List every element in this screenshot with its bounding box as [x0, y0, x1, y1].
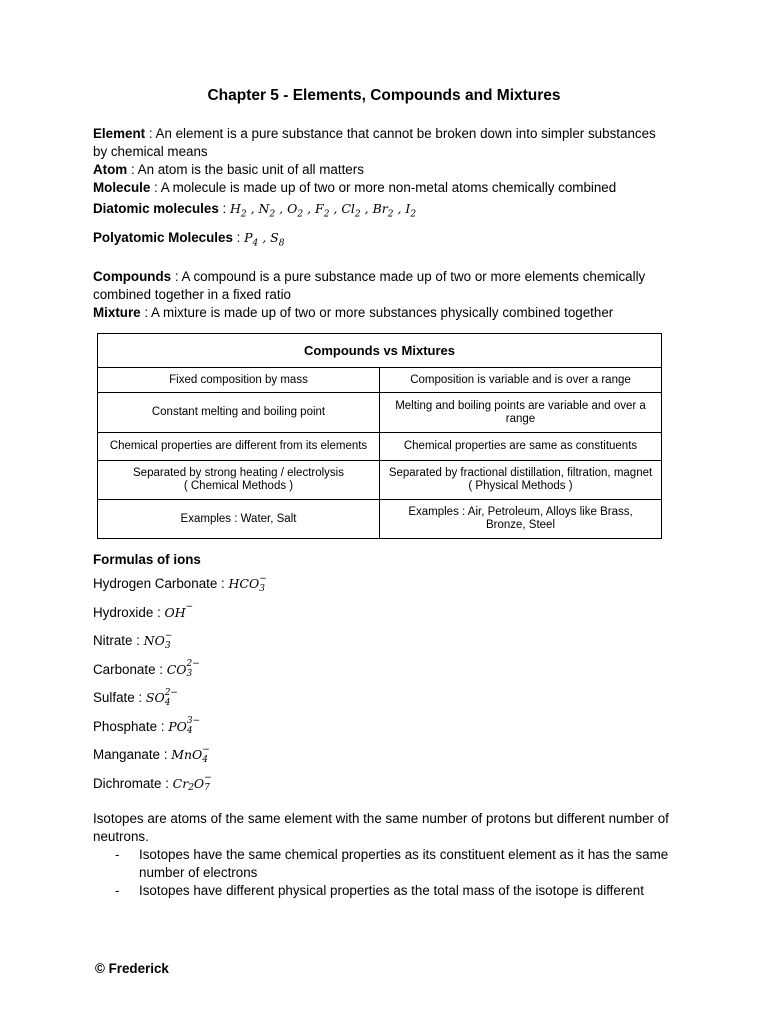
diatomic-formula-base: I — [405, 201, 411, 216]
table-row — [98, 368, 662, 393]
ion-formula-script — [187, 659, 200, 679]
mixtures-cell: Chemical properties are same as constituents — [380, 433, 662, 461]
diatomic-formula-subscript: 2 — [323, 209, 330, 220]
definition-atom — [93, 161, 663, 179]
ion-charge: − — [259, 573, 267, 584]
compounds-cell: Examples : Water, Salt — [98, 500, 380, 539]
ion-name: Phosphate — [93, 718, 158, 734]
definitions-section — [93, 125, 663, 322]
diatomic-formula-list: $H_2$ , $N_2$ , $O_2$ , $F_2$ , $Cl_2$ , $Br_2$ , $I_2$ — [229, 201, 417, 220]
ion-formula — [166, 659, 200, 679]
ion-formula-base: OH — [164, 604, 186, 620]
ion-row: Manganate : MnO − 4 — [93, 744, 210, 765]
ion-charge: − — [164, 630, 173, 641]
diatomic-formula-base: F — [315, 201, 324, 216]
ion-formula-base: CO — [166, 661, 187, 677]
diatomic-formula-base: Cl — [341, 201, 355, 216]
ion-name: Dichromate — [93, 775, 162, 791]
ion-formula — [143, 630, 173, 651]
polyatomic-formula-list: $P_4$ , $S_8$ — [244, 229, 285, 248]
diatomic-formula — [405, 201, 417, 220]
isotopes-intro: Isotopes are atoms of the same element with the same number of protons but different number of neutrons. — [93, 811, 669, 844]
ion-formula-base: HCO — [228, 576, 260, 591]
table-body — [98, 368, 662, 539]
diatomic-separator: : — [218, 201, 230, 216]
diatomic-formula — [258, 201, 276, 220]
definition-element-text: : An element is a pure substance that cannot be broken down into simpler substances by chemical means — [93, 126, 656, 159]
ion-formula-base: Cr — [172, 775, 189, 791]
polyatomic-formula-base: S — [270, 229, 279, 245]
isotopes-bullet-list — [93, 846, 693, 900]
term-element: Element — [93, 126, 146, 141]
ion-subscript: 2 — [188, 783, 194, 793]
ion-list — [93, 573, 693, 801]
ion-formula — [171, 744, 210, 765]
ion-formula-base: SO — [145, 690, 165, 705]
term-molecule: Molecule — [93, 180, 151, 195]
bullet-dash: - — [115, 847, 120, 862]
isotope-bullet — [93, 882, 693, 900]
ion-subscript: 4 — [186, 726, 193, 736]
ion-formula — [168, 716, 201, 736]
ion-row: Nitrate : NO − 3 — [93, 630, 173, 651]
definition-polyatomic — [93, 227, 663, 255]
definition-element — [93, 125, 663, 161]
ion-formula-script — [204, 773, 212, 793]
definition-diatomic — [93, 197, 663, 227]
diatomic-formula-subscript: 2 — [410, 209, 417, 220]
polyatomic-formula — [270, 229, 285, 248]
ion-subscript: 4 — [202, 754, 209, 765]
table-row — [98, 500, 662, 539]
bullet-text: Isotopes have different physical properties as the total mass of the isotope is different — [139, 883, 644, 898]
ion-formula-script — [259, 574, 267, 594]
ions-section — [93, 551, 693, 801]
definition-mixture-text: : A mixture is made up of two or more substances physically combined together — [140, 305, 614, 320]
ion-charge: − — [185, 602, 194, 612]
ion-subscript — [186, 612, 194, 622]
ion-formula — [145, 687, 178, 708]
ion-subscript: 4 — [164, 697, 171, 708]
term-atom: Atom — [93, 162, 128, 177]
term-mixture: Mixture — [93, 305, 141, 320]
polyatomic-formula — [244, 229, 259, 248]
term-diatomic: Diatomic molecules — [93, 201, 219, 216]
isotopes-section — [93, 810, 693, 900]
diatomic-formula — [229, 201, 247, 220]
ion-charge: − — [204, 773, 212, 783]
ion-name: Hydrogen Carbonate — [93, 576, 218, 591]
mixtures-cell: Separated by fractional distillation, filtration, magnet ( Physical Methods ) — [380, 461, 662, 500]
ion-formula-script — [202, 745, 210, 765]
ion-name: Hydroxide — [93, 604, 154, 620]
definition-mixture — [93, 304, 663, 322]
ion-formula-script — [165, 631, 173, 651]
ion-formula-script — [165, 688, 178, 708]
ion-formula — [172, 773, 212, 793]
diatomic-formula-subscript: 2 — [240, 209, 247, 220]
ion-formula-base: MnO — [171, 747, 203, 762]
ion-row: Hydrogen Carbonate : HCO − 3 — [93, 573, 267, 594]
ion-row: Carbonate : CO 2− 3 — [93, 659, 200, 679]
mixtures-cell: Composition is variable and is over a range — [380, 368, 662, 393]
ion-row: Sulfate : SO 2− 4 — [93, 687, 178, 708]
mixtures-cell: Examples : Air, Petroleum, Alloys like Brass, Bronze, Steel — [380, 500, 662, 539]
compounds-cell: Constant melting and boiling point — [98, 393, 380, 433]
ion-subscript: 3 — [259, 583, 265, 594]
polyatomic-formula-base: P — [244, 229, 253, 245]
ion-formula-base: NO — [143, 633, 165, 648]
table-row — [98, 433, 662, 461]
compounds-cell: Separated by strong heating / electrolysis ( Chemical Methods ) — [98, 461, 380, 500]
diatomic-formula-subscript: 2 — [269, 209, 276, 220]
bullet-dash: - — [115, 883, 120, 898]
ion-formula-script — [187, 716, 200, 736]
diatomic-formula-subscript: 2 — [354, 209, 361, 220]
ion-charge: − — [202, 744, 210, 755]
mixtures-cell: Melting and boiling points are variable and over a range — [380, 393, 662, 433]
definition-molecule-text: : A molecule is made up of two or more non-metal atoms chemically combined — [150, 180, 617, 195]
ion-name: Carbonate — [93, 661, 156, 677]
definition-compounds — [93, 268, 663, 304]
ion-row: Hydroxide : OH − — [93, 602, 693, 631]
ion-formula — [164, 602, 194, 620]
ions-heading: Formulas of ions — [93, 552, 201, 567]
ion-subscript: 3 — [164, 640, 171, 651]
ion-name: Nitrate — [93, 633, 133, 648]
compounds-cell: Chemical properties are different from its elements — [98, 433, 380, 461]
polyatomic-separator: : — [232, 229, 245, 245]
definition-molecule — [93, 179, 663, 197]
table-row — [98, 461, 662, 500]
isotope-bullet — [93, 846, 693, 882]
diatomic-formula-base: Br — [372, 201, 388, 216]
polyatomic-formula-subscript: 4 — [252, 238, 259, 248]
ion-row: Dichromate : Cr 2 O − 7 — [93, 773, 212, 793]
page-title: Chapter 5 - Elements, Compounds and Mixtures — [207, 87, 561, 104]
diatomic-formula — [287, 201, 304, 220]
diatomic-formula-base: N — [258, 201, 270, 216]
definition-compounds-text: : A compound is a pure substance made up of two or more elements chemically combined together in a fixed ratio — [93, 269, 646, 302]
ion-name: Manganate — [93, 747, 161, 762]
diatomic-formula — [372, 201, 394, 220]
ion-charge: 2− — [186, 659, 200, 669]
footer-credit: © Frederick — [95, 961, 169, 976]
diatomic-formula-subscript: 2 — [387, 209, 394, 220]
comparison-table — [97, 333, 662, 539]
ion-formula — [228, 573, 267, 594]
ion-formula-base: PO — [168, 718, 187, 734]
table-header: Compounds vs Mixtures — [98, 334, 662, 368]
term-polyatomic: Polyatomic Molecules — [93, 229, 233, 245]
diatomic-formula-base: O — [287, 201, 298, 216]
ion-subscript: 7 — [204, 783, 210, 793]
diatomic-formula — [315, 201, 330, 220]
diatomic-formula — [341, 201, 361, 220]
ion-formula-script — [186, 602, 194, 622]
term-compounds: Compounds — [93, 269, 172, 284]
definition-atom-text: : An atom is the basic unit of all matters — [127, 162, 364, 177]
ion-charge: 3− — [186, 716, 201, 726]
bullet-text: Isotopes have the same chemical properties as its constituent element as it has the same number of electrons — [139, 847, 669, 880]
ion-charge: 2− — [164, 687, 178, 698]
ion-name: Sulfate — [93, 690, 135, 705]
diatomic-formula-base: H — [229, 201, 241, 216]
compounds-cell: Fixed composition by mass — [98, 368, 380, 393]
ion-subscript: 3 — [186, 669, 193, 679]
polyatomic-formula-subscript: 8 — [278, 238, 285, 248]
table-row — [98, 393, 662, 433]
diatomic-formula-subscript: 2 — [297, 209, 304, 220]
ion-row: Phosphate : PO 3− 4 — [93, 716, 201, 736]
ion-formula-base: O — [193, 775, 205, 791]
